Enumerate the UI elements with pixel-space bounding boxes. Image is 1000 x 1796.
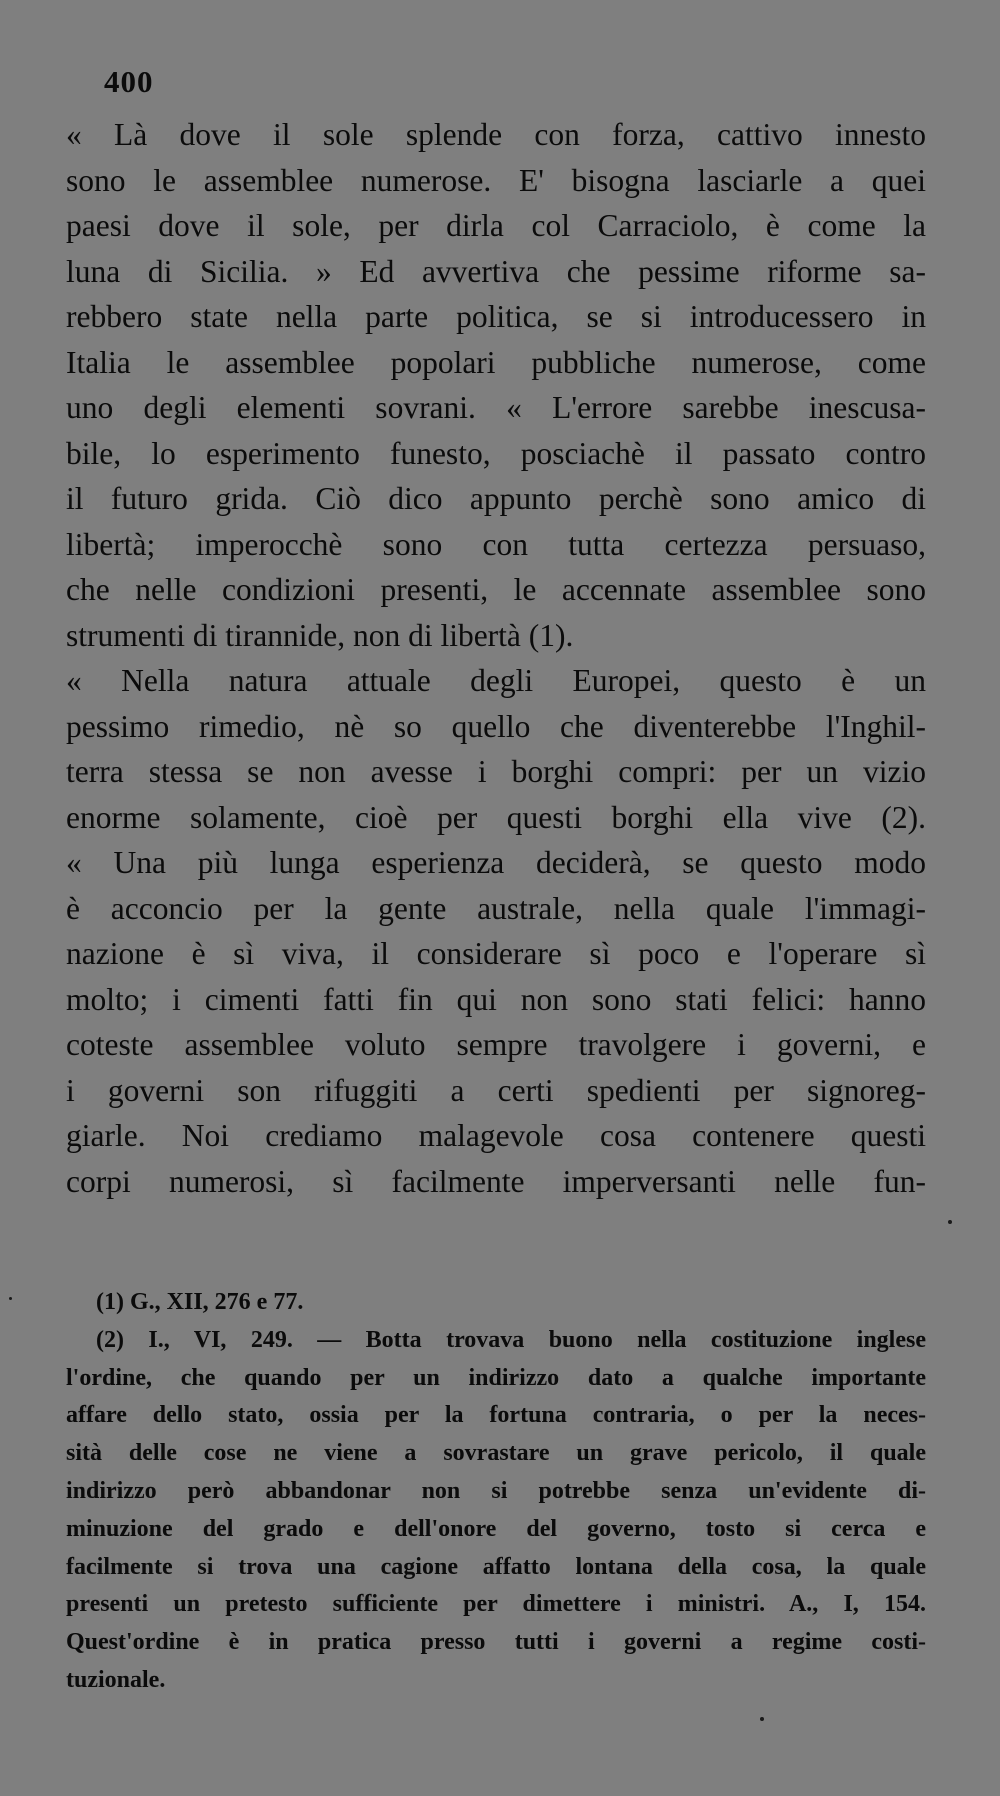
footnote-line: presenti un pretesto sufficiente per dimettere i ministri. A., I, 154. (66, 1591, 926, 1618)
page-number: 400 (104, 64, 154, 99)
body-line: paesi dove il sole, per dirla col Carraciolo, è come la (66, 208, 926, 243)
body-line: pessimo rimedio, nè so quello che diventerebbe l'Inghil- (66, 708, 926, 744)
footnote-line: indirizzo però abbandonar non si potrebbe senza un'evidente di- (66, 1477, 926, 1504)
body-line: che nelle condizioni presenti, le accennate assemblee sono (66, 572, 926, 607)
body-line: luna di Sicilia. » Ed avvertiva che pessime riforme sa- (66, 253, 926, 289)
scan-speck (948, 1220, 952, 1224)
footnote-line: Quest'ordine è in pratica presso tutti i governi a regime costi- (66, 1629, 926, 1656)
body-text (66, 112, 926, 1204)
footnote-line: facilmente si trova una cagione affatto lontana della cosa, la quale (66, 1553, 926, 1580)
body-line: rebbero state nella parte politica, se si introducessero in (66, 299, 926, 334)
body-line: i governi son rifuggiti a certi spedienti per signoreg- (66, 1072, 926, 1108)
scan-speck (760, 1717, 764, 1721)
body-line: « Là dove il sole splende con forza, cattivo innesto (66, 117, 926, 152)
footnote-line: (1) G., XII, 276 e 77. (96, 1289, 304, 1315)
body-line: Italia le assemblee popolari pubbliche numerose, come (66, 344, 926, 380)
body-line: « Una più lunga esperienza deciderà, se questo modo (66, 845, 926, 880)
footnote-line: minuzione del grado e dell'onore del governo, tosto si cerca e (66, 1515, 926, 1542)
body-line: nazione è sì viva, il considerare sì poco e l'operare sì (66, 936, 926, 971)
body-line: « Nella natura attuale degli Europei, questo è un (66, 663, 926, 698)
footnote-line: affare dello stato, ossia per la fortuna contraria, o per la neces- (66, 1402, 926, 1429)
footnote-line: tuzionale. (66, 1666, 166, 1693)
footnotes (66, 1284, 926, 1700)
body-line: molto; i cimenti fatti fin qui non sono stati felici: hanno (66, 981, 926, 1017)
body-line: è acconcio per la gente australe, nella quale l'immagi- (66, 890, 926, 926)
body-line: strumenti di tirannide, non di libertà (1). (66, 617, 574, 653)
footnote-line: l'ordine, che quando per un indirizzo dato a qualche importante (66, 1364, 926, 1391)
body-line: corpi numerosi, sì facilmente imperversanti nelle fun- (66, 1163, 926, 1199)
footnote-line: (2) I., VI, 249. — Botta trovava buono nella costituzione inglese (96, 1326, 926, 1353)
body-line: giarle. Noi crediamo malagevole cosa contenere questi (66, 1118, 926, 1153)
body-line: sono le assemblee numerose. E' bisogna lasciarle a quei (66, 162, 926, 198)
body-line: terra stessa se non avesse i borghi compri: per un vizio (66, 754, 926, 789)
body-line: uno degli elementi sovrani. « L'errore sarebbe inescusa- (66, 390, 926, 425)
body-line: il futuro grida. Ciò dico appunto perchè sono amico di (66, 481, 926, 516)
body-line: coteste assemblee voluto sempre travolgere i governi, e (66, 1027, 926, 1062)
scan-speck (9, 1297, 12, 1300)
body-line: libertà; imperocchè sono con tutta certezza persuaso, (66, 526, 926, 562)
footnote-line: sità delle cose ne viene a sovrastare un grave pericolo, il quale (66, 1440, 926, 1467)
body-line: bile, lo esperimento funesto, posciachè il passato contro (66, 435, 926, 471)
body-line: enorme solamente, cioè per questi borghi ella vive (2). (66, 799, 926, 835)
